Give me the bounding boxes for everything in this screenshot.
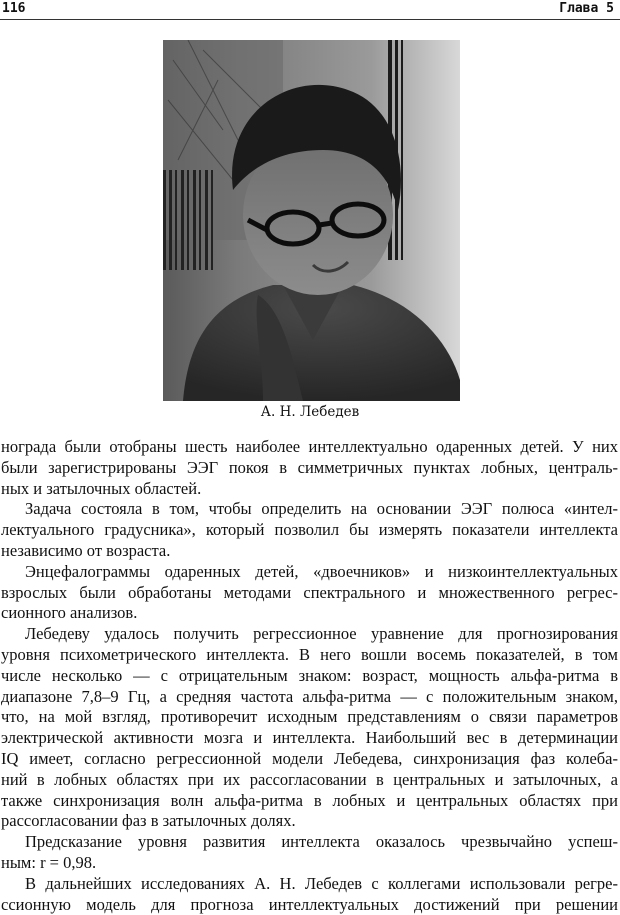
text-line: рассогласовании фаз в затылочных долях. bbox=[1, 811, 296, 831]
portrait-photo bbox=[163, 40, 460, 401]
text-line: ных и затылочных областей. bbox=[1, 478, 202, 498]
text-line: ний в лобных областях при их рассогласовании в центральных и затылочных, а bbox=[1, 769, 618, 789]
text-line: числе несколько — с отрицательным знаком: возраст, мощность альфа-ритма в bbox=[1, 665, 618, 685]
text-line: ссионную модель для прогноза интеллектуальных достижений при решении bbox=[1, 894, 618, 914]
text-line: В дальнейших исследованиях А. Н. Лебедев с коллегами использовали регре- bbox=[25, 873, 618, 893]
running-head bbox=[0, 0, 620, 20]
text-line: что, на мой взгляд, противоречит исходным представлениям о связи параметров bbox=[1, 707, 618, 727]
header-rule bbox=[0, 19, 620, 20]
chapter-title: Глава 5 bbox=[559, 1, 614, 16]
page-number: 116 bbox=[2, 1, 26, 16]
text-line: нограда были отобраны шесть наиболее интеллектуально одаренных детей. У них bbox=[1, 437, 618, 456]
text-line: Задача состояла в том, чтобы определить на основании ЭЭГ полюса «интел- bbox=[25, 499, 618, 519]
text-line: диапазоне 7,8–9 Гц, а средняя частота альфа-ритма — с положительным знаком, bbox=[1, 686, 618, 706]
text-line: лектуального градусника», который позволил бы измерять показатели интеллекта bbox=[1, 520, 618, 540]
text-line: уровня психометрического интеллекта. В него вошли восемь показателей, в том bbox=[1, 644, 618, 664]
text-line: Предсказание уровня развития интеллекта оказалось чрезвычайно успеш- bbox=[25, 832, 618, 852]
body-text bbox=[1, 437, 618, 915]
text-line: ным: r = 0,98. bbox=[1, 852, 97, 872]
text-line: также синхронизация волн альфа-ритма в лобных и центральных областях при bbox=[1, 790, 618, 810]
text-line: электрической активности мозга и интеллекта. Наибольший вес в детерминации bbox=[1, 728, 618, 748]
text-line: независимо от возраста. bbox=[1, 540, 171, 560]
text-line: сионного анализов. bbox=[1, 603, 138, 623]
text-line: Энцефалограммы одаренных детей, «двоечников» и низкоинтеллектуальных bbox=[25, 561, 618, 581]
figure-caption: А. Н. Лебедев bbox=[260, 404, 360, 420]
text-line: были зарегистрированы ЭЭГ покоя в симметричных пунктах лобных, централь- bbox=[1, 457, 618, 477]
text-line: взрослых были обработаны методами спектрального и множественного регрес- bbox=[1, 582, 618, 602]
text-line: Лебедеву удалось получить регрессионное уравнение для прогнозирования bbox=[25, 624, 618, 644]
text-line: IQ имеет, согласно регрессионной модели Лебедева, синхронизация фаз колеба- bbox=[1, 748, 618, 768]
